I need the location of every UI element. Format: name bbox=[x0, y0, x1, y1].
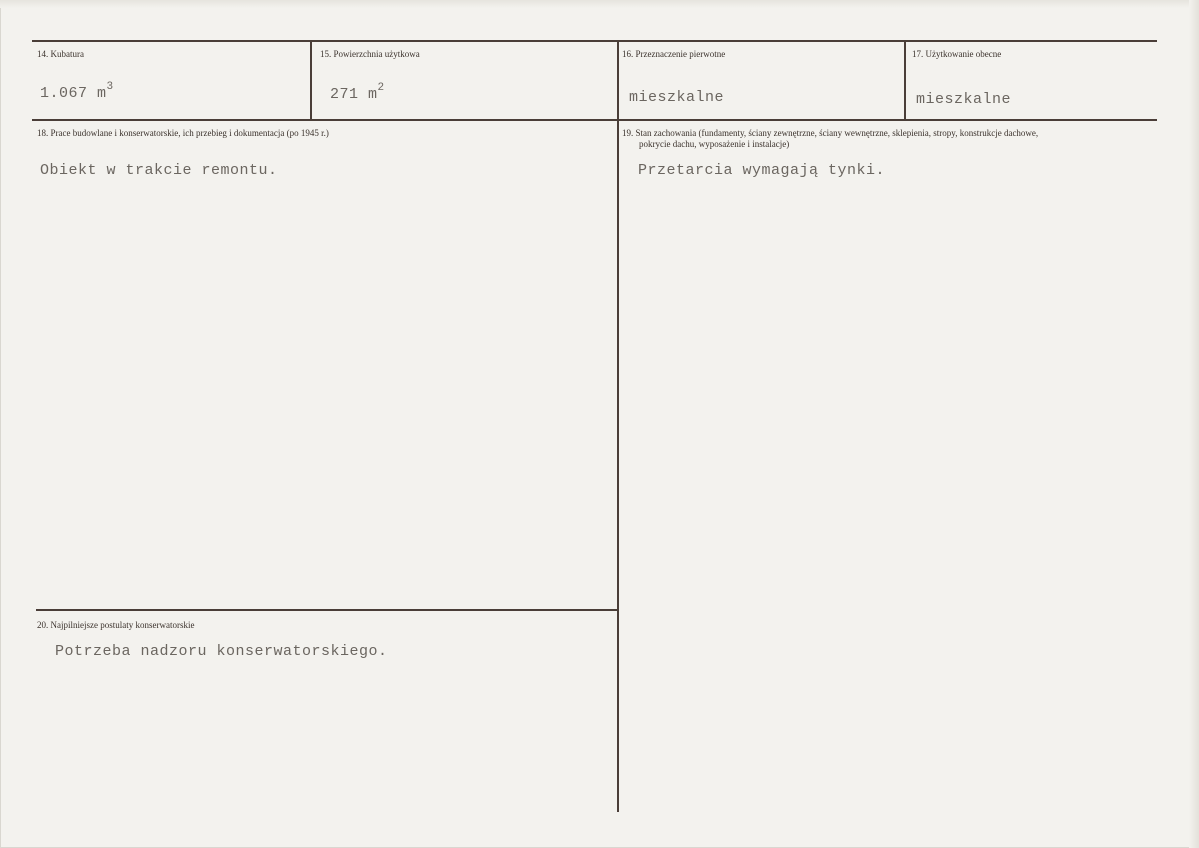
field-15-exponent: 2 bbox=[377, 82, 385, 94]
field-14-label: 14. Kubatura bbox=[37, 49, 84, 59]
rule-col-c bbox=[904, 40, 906, 121]
field-17-value: mieszkalne bbox=[916, 91, 1012, 108]
field-19-label-line1: 19. Stan zachowania (fundamenty, ściany zewnętrzne, ściany wewnętrzne, sklepienia, stropy, konstrukcje dachowe, bbox=[622, 128, 1039, 138]
field-15-value bbox=[330, 82, 385, 103]
card-right-edge bbox=[1189, 0, 1199, 848]
field-15-label: 15. Powierzchnia użytkowa bbox=[320, 49, 420, 59]
field-20-label: 20. Najpilniejsze postulaty konserwatorskie bbox=[37, 620, 195, 630]
rule-col-a bbox=[310, 40, 312, 121]
rule-top bbox=[32, 40, 1157, 42]
field-20-value: Potrzeba nadzoru konserwatorskiego. bbox=[55, 643, 388, 660]
field-14-number: 1.067 m bbox=[40, 85, 107, 102]
field-19-label-line2: pokrycie dachu, wyposażenie i instalacje) bbox=[639, 139, 790, 149]
field-14-exponent: 3 bbox=[106, 81, 114, 93]
field-19-value: Przetarcia wymagają tynki. bbox=[638, 162, 886, 179]
field-16-value: mieszkalne bbox=[629, 89, 725, 106]
rule-col-center bbox=[617, 40, 619, 812]
rule-field20-top bbox=[36, 609, 618, 611]
rule-row2 bbox=[32, 119, 1157, 121]
field-17-label: 17. Użytkowanie obecne bbox=[912, 49, 1002, 59]
field-18-label: 18. Prace budowlane i konserwatorskie, ich przebieg i dokumentacja (po 1945 r.) bbox=[37, 128, 329, 138]
field-15-number: 271 m bbox=[330, 86, 378, 103]
field-16-label: 16. Przeznaczenie pierwotne bbox=[622, 49, 726, 59]
field-18-value: Obiekt w trakcie remontu. bbox=[40, 162, 278, 179]
card-top-edge bbox=[0, 0, 1199, 8]
field-14-value bbox=[40, 81, 114, 102]
